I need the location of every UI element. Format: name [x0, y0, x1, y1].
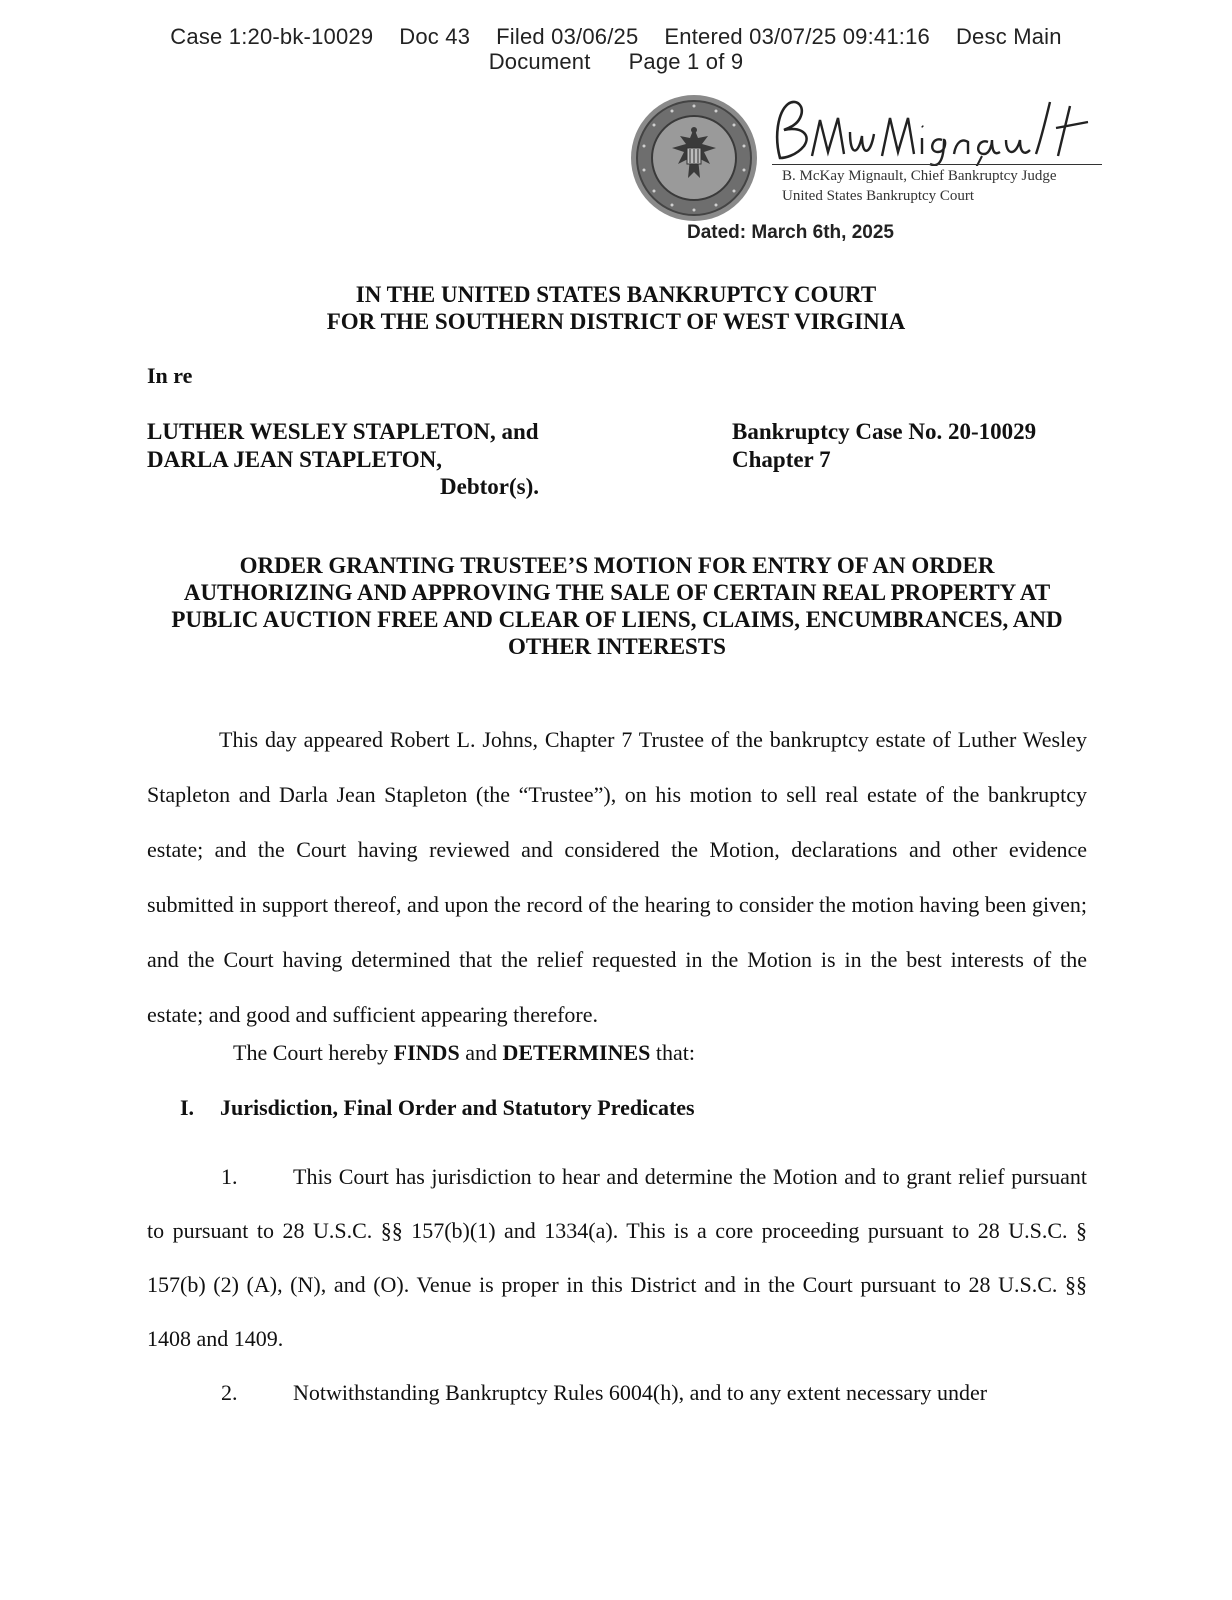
- debtor-name-2: DARLA JEAN STAPLETON,: [147, 447, 443, 472]
- in-re-label: In re: [147, 363, 193, 388]
- section-number: I.: [180, 1095, 195, 1120]
- signature-line: [772, 164, 1102, 165]
- section-heading: [180, 1095, 695, 1121]
- handwritten-signature: [766, 96, 1106, 166]
- order-title-line-4: OTHER INTERESTS: [508, 634, 726, 659]
- order-title-line-3: PUBLIC AUCTION FREE AND CLEAR OF LIENS, CLAIMS, ENCUMBRANCES, AND: [171, 607, 1063, 632]
- findings-and: and: [459, 1040, 503, 1065]
- ecf-document-label: Document: [488, 49, 591, 74]
- court-title: [0, 281, 1232, 335]
- findings-suffix: that:: [650, 1040, 695, 1065]
- ecf-entered-date: Entered 03/07/25 09:41:16: [664, 24, 930, 49]
- ecf-page-number: Page 1 of 9: [628, 49, 744, 74]
- paragraph-text-2: Notwithstanding Bankruptcy Rules 6004(h), and to any extent necessary under: [293, 1380, 988, 1405]
- findings-finds: FINDS: [393, 1040, 460, 1065]
- ecf-doc-number: Doc 43: [399, 24, 471, 49]
- paragraph-number-2: 2.: [221, 1380, 238, 1405]
- findings-prefix: The Court hereby: [233, 1040, 394, 1065]
- judge-signature-block: [766, 96, 1126, 206]
- paragraph-number-1: 1.: [221, 1164, 238, 1189]
- ecf-header-line-2: [0, 49, 1232, 75]
- order-title-line-2: AUTHORIZING AND APPROVING THE SALE OF CERTAIN REAL PROPERTY AT: [183, 580, 1051, 605]
- findings-intro: [233, 1040, 695, 1066]
- debtor-name-1: LUTHER WESLEY STAPLETON, and: [147, 419, 539, 444]
- case-number: Bankruptcy Case No. 20-10029: [732, 419, 1037, 444]
- dated-line: Dated: March 6th, 2025: [687, 222, 894, 243]
- paragraph-text-1: This Court has jurisdiction to hear and determine the Motion and to grant relief pursuant to pursuant to 28 U.S.C. §§ 157(b)(1) and 1334(a). This is a core proceeding pursuant to 28 U.S.C. § 157(b) (2) (A), (N), and (O). Venue is proper in this District and in the Court pursuant to 28 U.S.C. §§ 1408 and 1409.: [147, 1164, 1087, 1351]
- ecf-header-line-1: [0, 24, 1232, 50]
- court-seal-icon: [628, 92, 760, 224]
- court-title-line-1: IN THE UNITED STATES BANKRUPTCY COURT: [355, 282, 877, 307]
- judge-court: United States Bankruptcy Court: [782, 188, 975, 204]
- ecf-case-number: Case 1:20-bk-10029: [170, 24, 374, 49]
- order-title-line-1: ORDER GRANTING TRUSTEE’S MOTION FOR ENTRY OF AN ORDER: [239, 553, 995, 578]
- debtor-label: Debtor(s).: [440, 474, 539, 499]
- numbered-paragraph-2: [147, 1366, 1087, 1420]
- debtor-names: [147, 418, 539, 474]
- numbered-paragraph-1: [147, 1150, 1087, 1366]
- order-title: [147, 552, 1087, 660]
- ecf-desc: Desc Main: [955, 24, 1062, 49]
- court-title-line-2: FOR THE SOUTHERN DISTRICT OF WEST VIRGINIA: [326, 309, 906, 334]
- case-info: [732, 418, 1036, 474]
- intro-paragraph: This day appeared Robert L. Johns, Chapter 7 Trustee of the bankruptcy estate of Luther Wesley Stapleton and Darla Jean Stapleton (the “Trustee”), on his motion to sell real estate of the bankruptcy estate; and the Court having reviewed and considered the Motion, declarations and other evidence submitted in support thereof, and upon the record of the hearing to consider the motion having been given; and the Court having determined that the relief requested in the Motion is in the best interests of the estate; and good and sufficient appearing therefore.: [147, 727, 1087, 1027]
- section-title: Jurisdiction, Final Order and Statutory Predicates: [220, 1095, 695, 1120]
- judge-name: B. McKay Mignault, Chief Bankruptcy Judge: [782, 168, 1057, 184]
- ecf-filed-date: Filed 03/06/25: [496, 24, 639, 49]
- findings-determines: DETERMINES: [502, 1040, 651, 1065]
- case-chapter: Chapter 7: [732, 447, 831, 472]
